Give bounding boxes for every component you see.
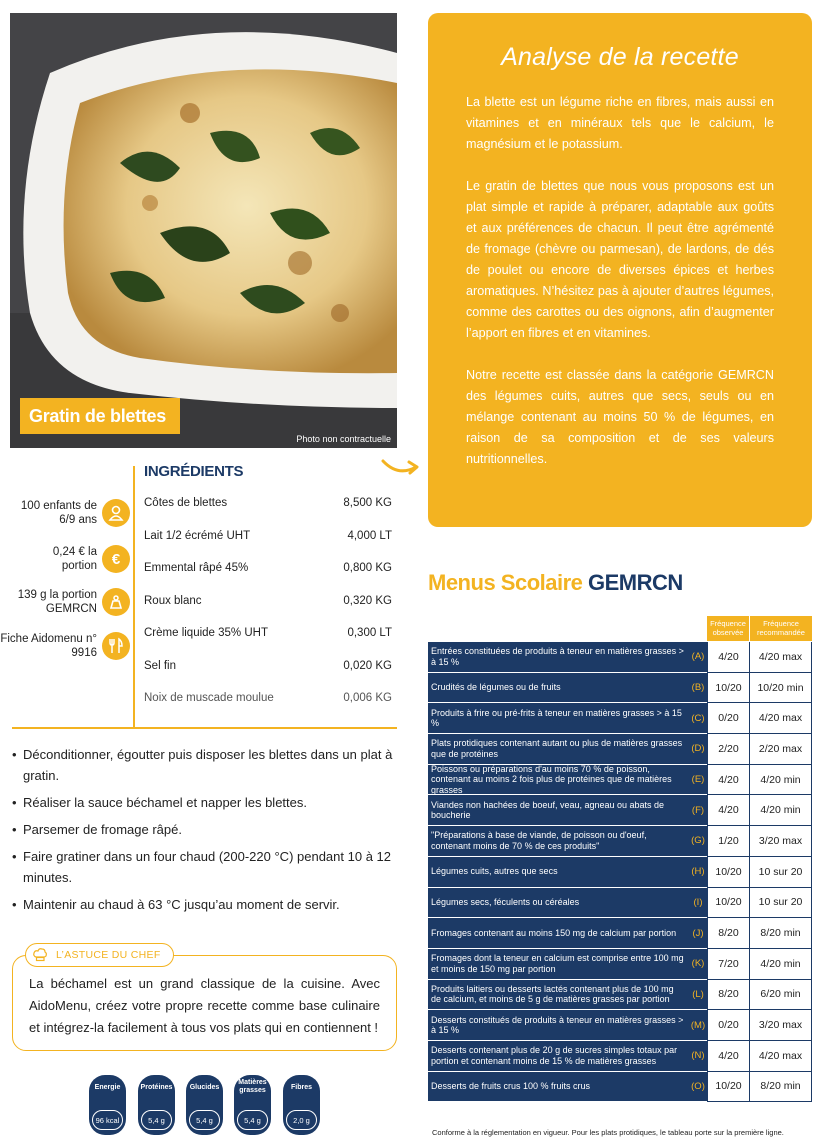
table-row: [428, 765, 812, 796]
row-observed: 4/20: [707, 765, 749, 796]
ingredient-qty: 0,020 KG: [343, 659, 392, 672]
row-description: Desserts contenant plus de 20 g de sucres simples totaux par portion et contenant moins de 15 % de matières grasses: [428, 1041, 689, 1072]
person-icon: [102, 499, 130, 527]
table-row: [428, 826, 812, 857]
ingredient-qty: 0,320 KG: [343, 594, 392, 607]
header-recommended: Fréquence recommandée: [750, 616, 812, 641]
row-observed: 10/20: [707, 857, 749, 888]
step-item: • Parsemer de fromage râpé.: [12, 822, 182, 837]
table-row: [428, 703, 812, 734]
ingredient-qty: 4,000 LT: [347, 529, 392, 542]
analysis-paragraph-2: Le gratin de blettes que nous vous proposons est un plat simple et rapide à préparer, adaptable aux goûts et aux préférences de chacun. Il peut être agrémenté de fromage (chèvre ou parmesan), de lardons, de dés de poulet ou encore de diverses épices et herbes aromatiques. N’hésitez pas à ajouter d’autres légumes, comme des carottes ou des oignons, afin d’augmenter l’apport en fibres et en vitamines.: [466, 179, 774, 340]
row-observed: 7/20: [707, 949, 749, 980]
row-code: (I): [689, 888, 707, 919]
recipe-title: Gratin de blettes: [20, 398, 180, 434]
row-recommended: 6/20 min: [749, 980, 812, 1011]
row-code: (C): [689, 703, 707, 734]
row-code: (B): [689, 673, 707, 704]
meta-sheet: Fiche Aidomenu n° 9916: [0, 632, 130, 660]
row-recommended: 4/20 max: [749, 1041, 812, 1072]
row-code: (D): [689, 734, 707, 765]
step-item: • Faire gratiner dans un four chaud (200-220 °C) pendant 10 à 12 minutes.: [12, 849, 391, 885]
row-description: Produits laitiers ou desserts lactés contenant plus de 100 mg de calcium, et moins de 5 g de matières grasses par portion: [428, 980, 689, 1011]
row-observed: 2/20: [707, 734, 749, 765]
ingredient-name: Sel fin: [144, 659, 176, 672]
row-recommended: 4/20 min: [749, 949, 812, 980]
ingredient-row: [144, 617, 392, 650]
ingredients-divider-horizontal: [12, 727, 397, 729]
row-code: (O): [689, 1072, 707, 1103]
nutrition-badge-fibre: Fibres 2,0 g: [283, 1075, 320, 1135]
meta-price: 0,24 € la portion €: [27, 545, 130, 573]
meta-servings: 100 enfants de 6/9 ans: [7, 499, 130, 527]
table-row: [428, 1010, 812, 1041]
gemrcn-table: [428, 642, 812, 1102]
nutrition-badge-carbs: Glucides 5,4 g: [186, 1075, 223, 1135]
chef-tip-label: L’ASTUCE DU CHEF: [25, 943, 174, 967]
row-code: (E): [689, 765, 707, 796]
weight-icon: [102, 588, 130, 616]
ingredients-list: [144, 487, 392, 715]
gratin-dish-illustration: [10, 13, 397, 448]
row-observed: 4/20: [707, 795, 749, 826]
row-observed: 0/20: [707, 703, 749, 734]
menus-title: Menus Scolaire GEMRCN: [428, 570, 683, 595]
ingredients-title: INGRÉDIENTS: [144, 463, 244, 480]
step-item: • Maintenir au chaud à 63 °C jusqu’au moment de servir.: [12, 897, 340, 912]
ingredient-row: [144, 650, 392, 683]
ingredient-name: Emmental râpé 45%: [144, 562, 249, 575]
chef-tip-box: [12, 949, 397, 1051]
euro-glyph: €: [111, 550, 121, 568]
analysis-paragraph-3: Notre recette est classée dans la catégorie GEMRCN des légumes cuits, autres que secs, seuls ou en mélange contenant au moins 50 % de légumes, en raison de sa composition et de ses valeurs nutritionnelles.: [466, 368, 774, 466]
row-code: (L): [689, 980, 707, 1011]
row-code: (A): [689, 642, 707, 673]
table-row: [428, 980, 812, 1011]
analysis-title: Analyse de la recette: [501, 43, 739, 71]
table-row: [428, 888, 812, 919]
euro-icon: [102, 545, 130, 573]
table-footnote: Conforme à la réglementation en vigueur. Pour les plats protidiques, le tableau porte sur la première ligne.: [432, 1128, 784, 1137]
row-description: Fromages contenant au moins 150 mg de calcium par portion: [428, 918, 689, 949]
row-code: (M): [689, 1010, 707, 1041]
ingredient-qty: 0,300 LT: [347, 627, 392, 640]
ingredient-name: Côtes de blettes: [144, 497, 228, 510]
ingredient-name: Lait 1/2 écrémé UHT: [144, 529, 251, 542]
ingredients-divider-vertical: [133, 466, 135, 728]
row-description: Poissons ou préparations d'au moins 70 % de poisson, contenant au moins 2 fois plus de protéines que de matières grasses: [428, 765, 689, 796]
row-observed: 10/20: [707, 888, 749, 919]
table-row: [428, 795, 812, 826]
row-description: Plats protidiques contenant autant ou plus de matières grasses que de protéines: [428, 734, 689, 765]
row-description: Légumes secs, féculents ou céréales: [428, 888, 689, 919]
row-description: Fromages dont la teneur en calcium est comprise entre 100 mg et moins de 150 mg par portion: [428, 949, 689, 980]
table-row: [428, 734, 812, 765]
row-code: (H): [689, 857, 707, 888]
row-observed: 0/20: [707, 1010, 749, 1041]
row-description: Desserts de fruits crus 100 % fruits crus: [428, 1072, 689, 1103]
row-code: (F): [689, 795, 707, 826]
row-recommended: 3/20 max: [749, 826, 812, 857]
row-code: (J): [689, 918, 707, 949]
row-code: (G): [689, 826, 707, 857]
row-observed: 1/20: [707, 826, 749, 857]
ingredient-row: [144, 682, 392, 715]
preparation-steps: [12, 744, 397, 921]
ingredient-qty: 0,800 KG: [343, 562, 392, 575]
ingredient-qty: 0,006 KG: [343, 692, 392, 705]
nutrition-badge-proteins: Protéines 5,4 g: [138, 1075, 175, 1135]
row-recommended: 4/20 max: [749, 703, 812, 734]
ingredient-name: Noix de muscade moulue: [144, 692, 274, 705]
row-recommended: 4/20 min: [749, 795, 812, 826]
ingredient-qty: 8,500 KG: [343, 497, 392, 510]
row-description: Produits à frire ou pré-frits à teneur en matières grasses > à 15 %: [428, 703, 689, 734]
cutlery-icon: [102, 632, 130, 660]
table-row: [428, 918, 812, 949]
photo-disclaimer: Photo non contractuelle: [296, 434, 391, 444]
nutrition-badges: [89, 1075, 329, 1135]
row-description: Crudités de légumes ou de fruits: [428, 673, 689, 704]
row-observed: 4/20: [707, 642, 749, 673]
row-recommended: 10 sur 20: [749, 888, 812, 919]
row-description: Desserts constitués de produits à teneur en matières grasses > à 15 %: [428, 1010, 689, 1041]
table-row: [428, 857, 812, 888]
row-description: "Préparations à base de viande, de poisson ou d'oeuf, contenant moins de 70 % de ces produits": [428, 826, 689, 857]
nutrition-badge-energy: Energie 96 kcal: [89, 1075, 126, 1135]
ingredient-row: [144, 585, 392, 618]
recipe-photo: [10, 13, 397, 448]
row-observed: 8/20: [707, 980, 749, 1011]
row-observed: 8/20: [707, 918, 749, 949]
table-row: [428, 1072, 812, 1103]
row-recommended: 2/20 max: [749, 734, 812, 765]
row-description: Viandes non hachées de boeuf, veau, agneau ou abats de boucherie: [428, 795, 689, 826]
table-row: [428, 1041, 812, 1072]
row-recommended: 4/20 min: [749, 765, 812, 796]
row-code: (K): [689, 949, 707, 980]
table-row: [428, 642, 812, 673]
row-observed: 10/20: [707, 1072, 749, 1103]
table-row: [428, 673, 812, 704]
row-recommended: 10 sur 20: [749, 857, 812, 888]
row-recommended: 3/20 max: [749, 1010, 812, 1041]
step-item: • Déconditionner, égoutter puis disposer les blettes dans un plat à gratin.: [12, 747, 393, 783]
row-description: Légumes cuits, autres que secs: [428, 857, 689, 888]
step-item: • Réaliser la sauce béchamel et napper les blettes.: [12, 795, 307, 810]
curved-arrow-icon: [380, 453, 422, 481]
nutrition-badge-fat: Matières grasses 5,4 g: [234, 1075, 271, 1135]
row-recommended: 8/20 min: [749, 1072, 812, 1103]
ingredient-name: Roux blanc: [144, 594, 202, 607]
chef-hat-icon: [32, 947, 48, 963]
ingredient-row: [144, 520, 392, 553]
row-code: (N): [689, 1041, 707, 1072]
row-observed: 4/20: [707, 1041, 749, 1072]
row-observed: 10/20: [707, 673, 749, 704]
ingredient-name: Crème liquide 35% UHT: [144, 627, 268, 640]
row-recommended: 10/20 min: [749, 673, 812, 704]
analysis-paragraph-1: La blette est un légume riche en fibres, mais aussi en vitamines et en minéraux tels que le calcium, le magnésium et le potassium.: [466, 95, 774, 151]
analysis-box: [428, 13, 812, 527]
row-recommended: 4/20 max: [749, 642, 812, 673]
header-observed: Fréquence observée: [707, 616, 749, 641]
table-row: [428, 949, 812, 980]
row-recommended: 8/20 min: [749, 918, 812, 949]
ingredient-row: [144, 487, 392, 520]
chef-tip-text: La béchamel est un grand classique de la cuisine. Avec AidoMenu, créez votre propre recette comme base culinaire et intégrez-la facilement à tous vos plats qui en contiennent !: [29, 976, 380, 1035]
meta-portion: 139 g la portion GEMRCN: [7, 588, 130, 616]
ingredient-row: [144, 552, 392, 585]
row-description: Entrées constituées de produits à teneur en matières grasses > à 15 %: [428, 642, 689, 673]
